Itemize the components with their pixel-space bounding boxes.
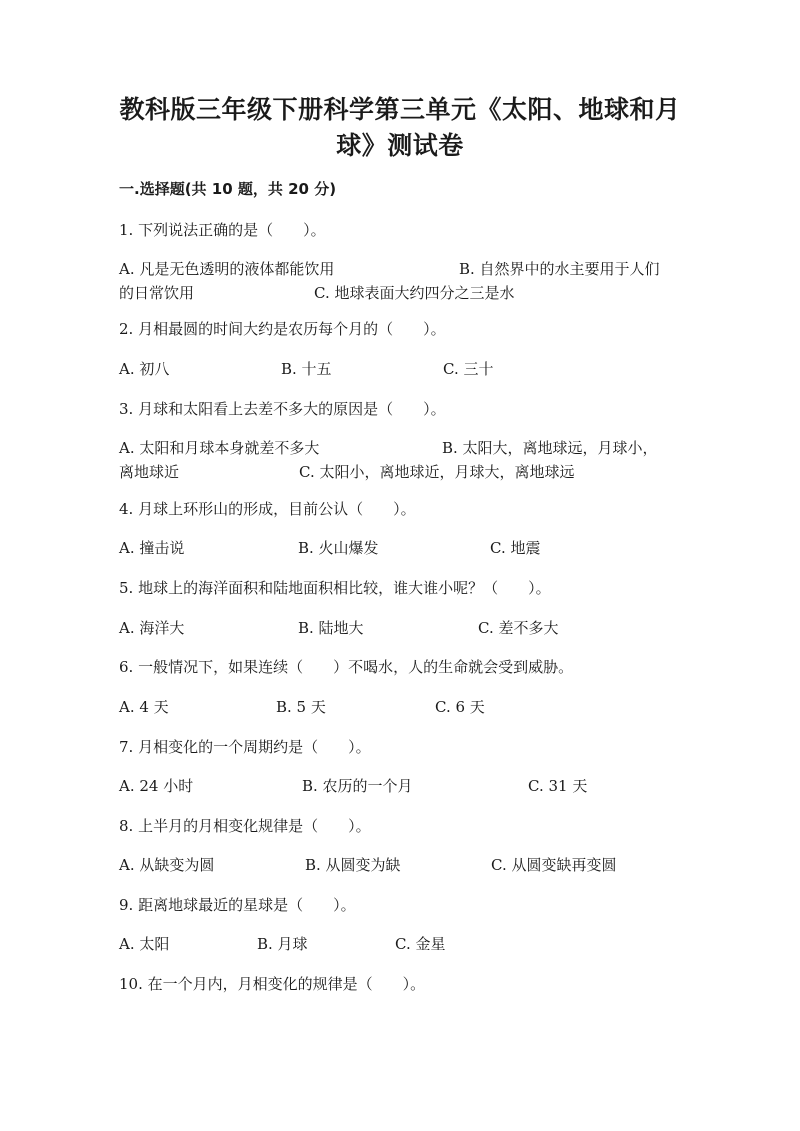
options-row	[119, 854, 679, 878]
option-a: A. 4 天	[119, 698, 169, 716]
option-c: C. 地球表面大约四分之三是水	[314, 284, 515, 302]
option-a: A. 撞击说	[119, 539, 185, 557]
option-c: C. 31 天	[528, 777, 588, 795]
options-row	[119, 933, 679, 957]
option-b: B. 从圆变为缺	[305, 856, 401, 874]
option-b: B. 5 天	[276, 698, 326, 716]
option-b-continued: 的日常饮用	[119, 284, 195, 302]
option-c: C. 金星	[395, 935, 446, 953]
options-row	[119, 696, 679, 720]
question-5-options	[119, 617, 679, 641]
option-c: C. 地震	[490, 539, 541, 557]
option-a: A. 太阳	[119, 935, 170, 953]
option-b: B. 自然界中的水主要用于人们	[459, 260, 660, 278]
question-3-options	[119, 437, 679, 485]
option-a: A. 海洋大	[119, 619, 185, 637]
options-row	[119, 775, 679, 799]
option-b-continued: 离地球近	[119, 463, 180, 481]
question-4-stem: 4. 月球上环形山的形成，目前公认（ ）。	[119, 500, 416, 518]
option-b: B. 十五	[281, 360, 332, 378]
question-1-stem: 1. 下列说法正确的是（ ）。	[119, 221, 326, 239]
option-c: C. 6 天	[435, 698, 485, 716]
option-b: B. 陆地大	[298, 619, 364, 637]
question-9-stem: 9. 距离地球最近的星球是（ ）。	[119, 896, 356, 914]
option-c: C. 太阳小，离地球近，月球大，离地球远	[299, 463, 575, 481]
option-b: B. 太阳大，离地球远，月球小，	[442, 439, 658, 457]
option-a: A. 从缺变为圆	[119, 856, 215, 874]
option-a: A. 初八	[119, 360, 170, 378]
question-7-stem: 7. 月相变化的一个周期约是（ ）。	[119, 738, 371, 756]
question-6-stem: 6. 一般情况下，如果连续（ ）不喝水，人的生命就会受到威胁。	[119, 658, 574, 676]
question-8-stem: 8. 上半月的月相变化规律是（ ）。	[119, 817, 371, 835]
option-a: A. 凡是无色透明的液体都能饮用	[119, 260, 335, 278]
option-c: C. 差不多大	[478, 619, 559, 637]
question-5-stem: 5. 地球上的海洋面积和陆地面积相比较，谁大谁小呢？（ ）。	[119, 579, 551, 597]
question-4-options	[119, 537, 679, 561]
option-a: A. 24 小时	[119, 777, 194, 795]
options-row	[119, 358, 679, 382]
question-10-stem: 10. 在一个月内，月相变化的规律是（ ）。	[119, 975, 426, 993]
question-2-options	[119, 358, 679, 382]
question-7-options	[119, 775, 679, 799]
section-heading: 一.选择题(共 10 题，共 20 分)	[119, 180, 337, 198]
options-row	[119, 537, 679, 561]
question-9-options	[119, 933, 679, 957]
option-b: B. 农历的一个月	[302, 777, 413, 795]
question-2-stem: 2. 月相最圆的时间大约是农历每个月的（ ）。	[119, 320, 446, 338]
option-c: C. 从圆变缺再变圆	[491, 856, 617, 874]
options-row	[119, 258, 679, 282]
options-row	[119, 437, 679, 461]
option-b: B. 火山爆发	[298, 539, 379, 557]
options-row	[119, 282, 679, 306]
question-1-options	[119, 258, 679, 306]
question-6-options	[119, 696, 679, 720]
options-row	[119, 617, 679, 641]
options-row	[119, 461, 679, 485]
page-title: 教科版三年级下册科学第三单元《太阳、地球和月球》测试卷	[119, 95, 681, 160]
option-c: C. 三十	[443, 360, 494, 378]
question-8-options	[119, 854, 679, 878]
option-a: A. 太阳和月球本身就差不多大	[119, 439, 320, 457]
option-b: B. 月球	[257, 935, 308, 953]
question-3-stem: 3. 月球和太阳看上去差不多大的原因是（ ）。	[119, 400, 446, 418]
